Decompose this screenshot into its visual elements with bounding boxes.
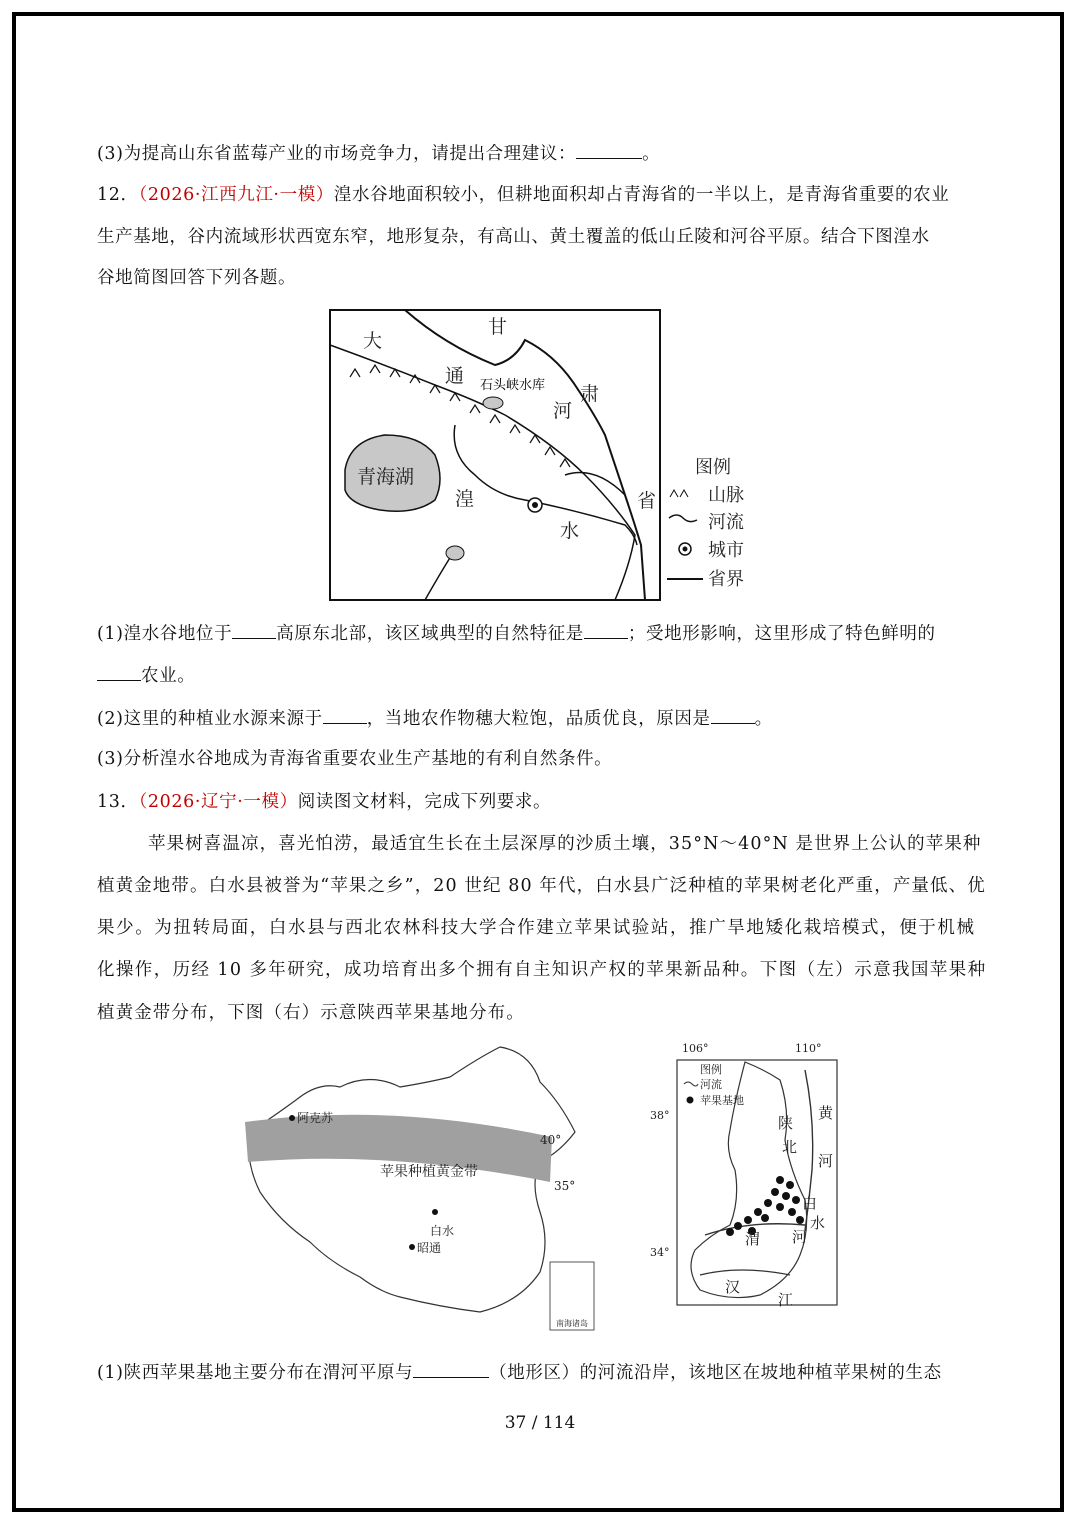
zhaotong-dot	[409, 1244, 415, 1250]
label-he: 河	[818, 1152, 834, 1170]
apple-base-dot	[761, 1214, 769, 1222]
label-he: 河	[553, 400, 573, 422]
label-su: 肃	[580, 383, 600, 405]
label-gan: 甘	[488, 316, 508, 338]
apple-base-dot	[764, 1199, 772, 1207]
label-lon110: 110°	[795, 1042, 822, 1055]
apple-base-dot	[782, 1192, 790, 1200]
q12-2a: (2)这里的种植业水源来源于	[97, 709, 323, 729]
label-qinghai-lake: 青海湖	[357, 466, 415, 488]
apple-base-dot	[776, 1203, 784, 1211]
apple-base-dot	[734, 1222, 742, 1230]
legend-river-icon	[669, 515, 697, 522]
q13-source: （2026·辽宁·一模）	[138, 792, 298, 812]
legend-city: 城市	[708, 540, 744, 561]
answer-blank	[97, 662, 141, 681]
label-he2: 河	[792, 1228, 808, 1246]
material-line4: 化操作，历经 10 多年研究，成功培育出多个拥有自主知识产权的苹果新品种。下图（左）示意我国苹果种	[97, 960, 987, 980]
legend-title: 图例	[695, 457, 731, 478]
label-golden-belt: 苹果种植黄金带	[380, 1164, 478, 1180]
q12-2c: 。	[754, 709, 773, 729]
apple-base-dot	[786, 1181, 794, 1189]
apple-base-dot	[792, 1196, 800, 1204]
label-zhaotong: 昭通	[417, 1241, 442, 1255]
label-lat35: 35°	[554, 1179, 576, 1193]
answer-blank	[584, 620, 628, 639]
label-lon106: 106°	[682, 1042, 709, 1055]
label-jiang: 江	[778, 1291, 794, 1309]
aksu-dot	[289, 1115, 295, 1121]
q12-text: 湟水谷地面积较小，但耕地面积却占青海省的一半以上，是青海省重要的农业	[333, 185, 950, 205]
label-baishui: 白水	[430, 1224, 455, 1238]
q12-1d: 农业。	[141, 666, 196, 686]
baishui-dot	[432, 1209, 438, 1215]
map3-legend-base: 苹果基地	[700, 1094, 744, 1107]
q12-stem-line3: 谷地简图回答下列各题。	[97, 268, 297, 288]
label-huang: 黄	[818, 1104, 834, 1122]
map3-legend-base-icon	[687, 1097, 694, 1104]
material-line2: 植黄金地带。白水县被誉为“苹果之乡”，20 世纪 80 年代，白水县广泛种植的苹果树老化严重，产量低、优	[97, 876, 986, 896]
material-line5: 植黄金带分布，下图（右）示意陕西苹果基地分布。	[97, 1003, 525, 1023]
map3-legend-title: 图例	[700, 1063, 722, 1076]
answer-blank	[323, 705, 367, 724]
label-tong: 通	[445, 365, 465, 387]
label-bei: 北	[782, 1138, 798, 1156]
q11-part3	[97, 140, 987, 166]
apple-base-dot	[726, 1228, 734, 1236]
huangshui-valley-map	[325, 305, 765, 605]
label-huang: 湟	[455, 488, 475, 510]
q12-2b: ，当地农作物穗大粒饱，品质优良，原因是	[366, 709, 711, 729]
q12-source: （2026·江西九江·一模）	[138, 185, 334, 205]
apple-base-dot	[754, 1208, 762, 1216]
q12-number: 12．	[97, 185, 139, 205]
label-da: 大	[363, 330, 383, 352]
label-shui: 水	[560, 520, 580, 542]
q12-1a: (1)湟水谷地位于	[97, 624, 233, 644]
q13-text: 阅读图文材料，完成下列要求。	[297, 792, 552, 812]
material-line1: 苹果树喜温凉，喜光怕涝，最适宜生长在土层深厚的沙质土壤，35°N～40°N 是世界上公认的苹果种	[148, 834, 982, 854]
apple-base-dot	[776, 1176, 784, 1184]
label-han: 汉	[725, 1278, 741, 1296]
label-wei: 渭	[745, 1230, 761, 1248]
label-lat38: 38°	[650, 1109, 670, 1122]
q12-part1-line2	[97, 662, 987, 688]
label-lat34: 34°	[650, 1246, 670, 1259]
label-sheng: 省	[637, 490, 657, 512]
china-apple-belt-map	[240, 1042, 600, 1342]
answer-blank	[576, 140, 642, 159]
q12-part1-line1	[97, 620, 987, 646]
label-south-sea: 南海诸岛	[556, 1319, 588, 1328]
page-number: 37 / 114	[504, 1413, 576, 1433]
q12-1b: 高原东北部，该区域典型的自然特征是	[276, 624, 584, 644]
lake-shape	[446, 546, 464, 560]
q12-1c: ；受地形影响，这里形成了特色鲜明的	[627, 624, 936, 644]
city-dot	[532, 502, 538, 508]
label-shaan: 陕	[778, 1114, 794, 1132]
q12-part2	[97, 705, 987, 731]
apple-base-dot	[771, 1188, 779, 1196]
reservoir-shape	[483, 397, 503, 409]
label-bai: 白	[802, 1194, 818, 1212]
q12-part3: (3)分析湟水谷地成为青海省重要农业生产基地的有利自然条件。	[97, 749, 613, 769]
q13-part1	[97, 1359, 987, 1385]
legend-city-dot	[683, 547, 688, 552]
legend-river: 河流	[708, 512, 744, 533]
label-aksu: 阿克苏	[297, 1111, 334, 1125]
shaanxi-apple-base-map	[640, 1040, 850, 1310]
q13-1a: (1)陕西苹果基地主要分布在渭河平原与	[97, 1363, 414, 1383]
apple-base-dot	[796, 1216, 804, 1224]
q11-part3-text: (3)为提高山东省蓝莓产业的市场竞争力，请提出合理建议：	[97, 144, 577, 164]
q13-number: 13．	[97, 792, 139, 812]
answer-blank	[413, 1359, 489, 1378]
material-line3: 果少。为扭转局面，白水县与西北农林科技大学合作建立苹果试验站，推广旱地矮化栽培模式，便于机械	[97, 918, 976, 938]
q13-1b: （地形区）的河流沿岸，该地区在坡地种植苹果树的生态	[489, 1363, 942, 1383]
label-lat40: 40°	[540, 1133, 562, 1147]
legend-border: 省界	[708, 569, 744, 590]
legend-mountain: 山脉	[708, 485, 744, 506]
q11-part3-end: 。	[642, 144, 661, 164]
apple-base-dot	[744, 1216, 752, 1224]
legend-mountain-icon	[670, 490, 688, 497]
apple-base-dot	[788, 1208, 796, 1216]
label-reservoir: 石头峡水库	[480, 378, 546, 393]
q13-stem	[97, 790, 987, 814]
map3-legend-river: 河流	[700, 1078, 722, 1091]
q12-stem-line1	[97, 183, 987, 207]
answer-blank	[232, 620, 276, 639]
q12-stem-line2: 生产基地，谷内流域形状西宽东窄，地形复杂，有高山、黄土覆盖的低山丘陵和河谷平原。结合下图湟水	[97, 227, 930, 247]
answer-blank	[711, 705, 755, 724]
label-shui: 水	[810, 1214, 826, 1232]
